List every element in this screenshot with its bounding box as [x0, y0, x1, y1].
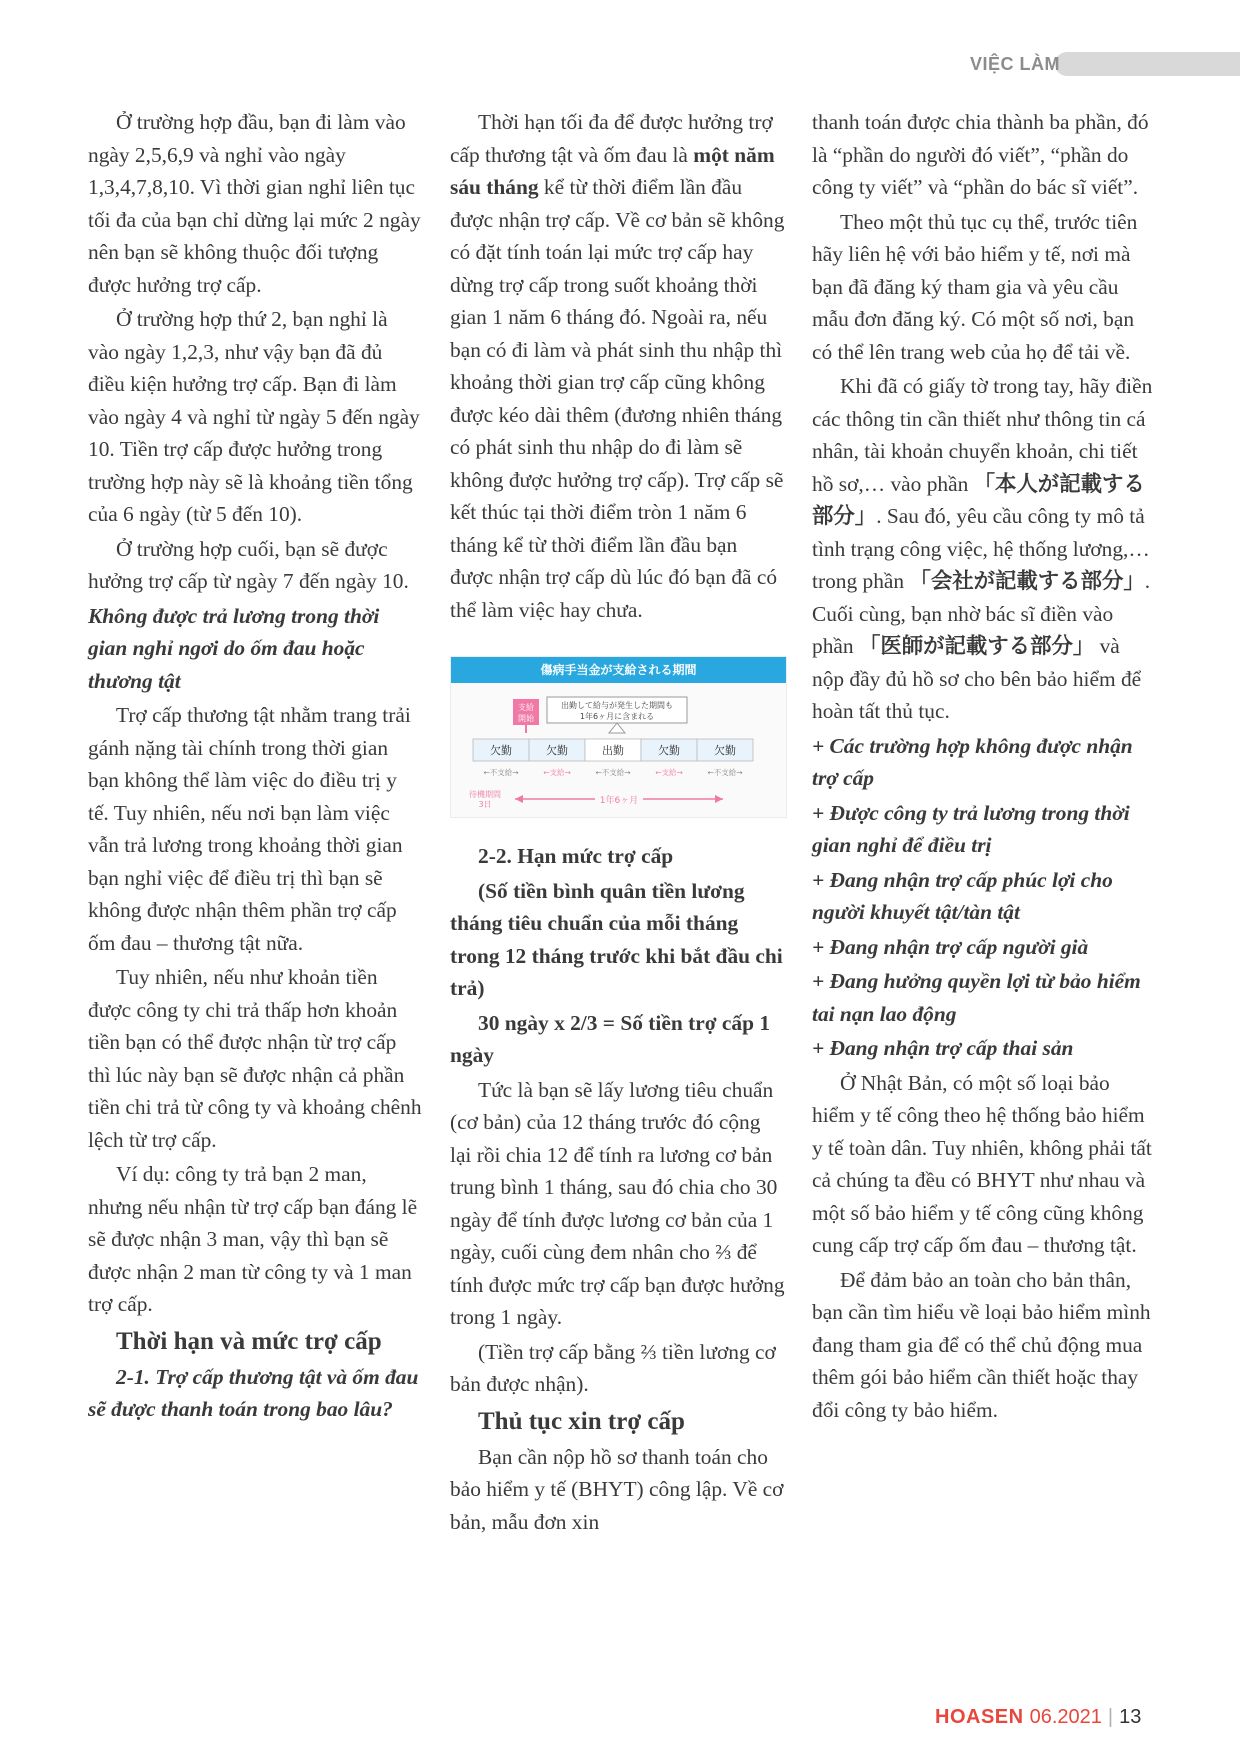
start-badge-label: 支給 — [518, 703, 534, 712]
payment-status: ←不支給→ — [595, 768, 631, 777]
payment-status: ←不支給→ — [483, 768, 519, 777]
paragraph: Tức là bạn sẽ lấy lương tiêu chuẩn (cơ bản) của 12 tháng trước đó cộng lại rồi chia 12 để tính ra lương cơ bản trung bình 1 tháng, sau đó chia cho 30 ngày để tính được lương cơ bản của 1 ngày, cuối cùng đem nhân cho ⅔ để tính được mức trợ cấp bạn được hưởng trong 1 ngày. — [450, 1077, 785, 1329]
list-item: + Đang nhận trợ cấp thai sản — [812, 1036, 1074, 1060]
text: và nộp đầy đủ hồ sơ cho bên bảo hiểm để hoàn tất thủ tục. — [812, 634, 1142, 723]
list-item: + Được công ty trả lương trong thời gian nghỉ để điều trị — [812, 800, 1130, 857]
footer-separator: | — [1107, 1706, 1114, 1728]
paragraph: Ở trường hợp cuối, bạn sẽ được hưởng trợ cấp từ ngày 7 đến ngày 10. — [88, 536, 409, 593]
payment-status: ←不支給→ — [707, 768, 743, 777]
paragraph: Ở trường hợp thứ 2, bạn nghỉ là vào ngày 1,2,3, như vậy bạn đã đủ điều kiện hưởng trợ cấp. Bạn đi làm vào ngày 4 và nghỉ từ ngày 5 đến ngày 10. Tiền trợ cấp được hưởng trong trường hợp này sẽ là khoảng tiền tổng của 6 ngày (từ 5 đến 10). — [88, 307, 420, 526]
period-label: 1年6ヶ月 — [599, 796, 639, 806]
paragraph — [812, 370, 1157, 728]
list-item: + Đang hưởng quyền lợi từ bảo hiểm tai nạn lao động — [812, 969, 1141, 1026]
day-cell-label: 出勤 — [602, 744, 624, 757]
list-item: + Đang nhận trợ cấp phúc lợi cho người khuyết tật/tàn tật — [812, 867, 1113, 924]
paragraph: Ở Nhật Bản, có một số loại bảo hiểm y tế công theo hệ thống bảo hiểm y tế toàn dân. Tuy nhiên, không phải tất cả chúng ta đều có BHYT như nhau và một số bảo hiểm y tế công cũng không cung cấp trợ cấp ốm đau – thương tật. — [812, 1070, 1152, 1257]
text: kể từ thời điểm lần đầu được nhận trợ cấp. Về cơ bản sẽ không có đặt tính toán lại mức trợ cấp hay dừng trợ cấp trong suốt khoảng thời gian 1 năm 6 tháng đó. Ngoài ra, nếu bạn có đi làm và phát sinh thu nhập thì khoảng thời gian trợ cấp cũng không được kéo dài thêm (đương nhiên tháng có phát sinh thu nhập do đi làm sẽ không được hưởng trợ cấp). Trợ cấp sẽ kết thúc tại thời điểm tròn 1 năm 6 tháng kể từ thời điểm lần đầu bạn được nhận trợ cấp dù lúc đó bạn đã có thể làm việc hay chưa. — [450, 175, 785, 622]
subheading: Không được trả lương trong thời gian nghỉ ngơi do ốm đau hoặc thương tật — [88, 603, 380, 693]
text: Khi đã có giấy tờ trong tay, hãy điền các thông tin cần thiết như thông tin cá nhân, tài khoản chuyển khoản, chi tiết hồ sơ,… vào phần — [812, 374, 1153, 496]
subheading: 2-1. Trợ cấp thương tật và ốm đau sẽ được thanh toán trong bao lâu? — [88, 1364, 419, 1421]
text: Thời hạn tối đa để được hưởng trợ cấp thương tật và ốm đau là — [450, 110, 773, 167]
day-cell-label: 欠勤 — [714, 744, 736, 757]
magazine-brand: HOASEN — [935, 1706, 1024, 1728]
period-arrow-left — [515, 795, 523, 803]
list-item: + Đang nhận trợ cấp người già — [812, 934, 1089, 959]
day-cells — [473, 739, 753, 777]
section-label: VIỆC LÀM — [969, 54, 1060, 74]
issue-date: 06.2021 — [1029, 1706, 1102, 1728]
paragraph: (Tiền trợ cấp bằng ⅔ tiền lương cơ bản được nhận). — [450, 1339, 776, 1396]
diagram-title: 傷病手当金が支給される期間 — [451, 657, 786, 683]
callout-text: 1年6ヶ月に含まれる — [579, 712, 655, 721]
text: . Sau đó, yêu cầu công ty mô tả tình trạng công việc, hệ thống lương,… trong phần — [812, 504, 1150, 593]
payment-status: ←支給→ — [655, 768, 683, 777]
paragraph: Để đảm bảo an toàn cho bản thân, bạn cần tìm hiểu về loại bảo hiểm mình đang tham gia để có thể chủ động mua thêm gói bảo hiểm cần thiết hoặc thay đổi công ty bảo hiểm. — [812, 1267, 1151, 1422]
day-cell-label: 欠勤 — [490, 744, 512, 757]
paragraph: Tuy nhiên, nếu như khoản tiền được công ty chi trả thấp hơn khoản tiền bạn có thể được nhận từ trợ cấp thì lúc này bạn sẽ được nhận cả phần tiền chi trả từ công ty và khoảng chênh lệch từ trợ cấp. — [88, 965, 422, 1152]
paragraph — [450, 106, 785, 626]
diagram-graphic — [451, 683, 786, 817]
start-badge-label: 開始 — [518, 714, 534, 723]
japanese-term: 「医師が記載する部分」 — [858, 634, 1095, 658]
formula: 30 ngày x 2/3 = Số tiền trợ cấp 1 ngày — [450, 1010, 771, 1067]
benefit-period-diagram — [450, 656, 787, 818]
paragraph: Trợ cấp thương tật nhằm trang trải gánh nặng tài chính trong thời gian bạn không thể làm việc do điều trị y tế. Tuy nhiên, nếu nơi bạn làm việc vẫn trả lương trong khoảng thời gian bạn nghỉ việc để điều trị thì bạn sẽ không được nhận thêm phần trợ cấp ốm đau – thương tật nữa. — [88, 703, 411, 955]
waiting-period-days: 3日 — [478, 800, 492, 809]
section-heading: Thời hạn và mức trợ cấp — [116, 1327, 382, 1355]
paragraph: thanh toán được chia thành ba phần, đó là “phần do người đó viết”, “phần do công ty viết” và “phần do bác sĩ viết”. — [812, 110, 1149, 199]
payment-status: ←支給→ — [543, 768, 571, 777]
text: . Cuối cùng, bạn nhờ bác sĩ điền vào phần — [812, 569, 1151, 658]
paragraph: Ví dụ: công ty trả bạn 2 man, nhưng nếu nhận từ trợ cấp bạn đáng lẽ sẽ được nhận 3 man, vậy thì bạn sẽ được nhận 2 man từ công ty và 1 man trợ cấp. — [88, 1162, 418, 1316]
column-2 — [450, 106, 785, 1540]
japanese-term: 「本人が記載する部分」 — [812, 471, 1145, 528]
japanese-term: 「会社が記載する部分」 — [909, 569, 1145, 593]
page-footer — [935, 1702, 1141, 1732]
column-3 — [812, 106, 1157, 1428]
list-item: + Các trường hợp không được nhận trợ cấp — [812, 733, 1133, 790]
paragraph: Theo một thủ tục cụ thể, trước tiên hãy liên hệ với bảo hiểm y tế, nơi mà bạn đã đăng ký tham gia và yêu cầu mẫu đơn đăng ký. Có một số nơi, bạn có thể lên trang web của họ để tải về. — [812, 209, 1138, 364]
period-arrow-right — [715, 795, 723, 803]
paragraph: Ở trường hợp đầu, bạn đi làm vào ngày 2,5,6,9 và nghỉ vào ngày 1,3,4,7,8,10. Vì thời gian nghỉ liên tục tối đa của bạn chỉ dừng lại mức 2 ngày nên bạn sẽ không thuộc đối tượng được hưởng trợ cấp. — [88, 110, 421, 297]
header-tab — [1055, 52, 1240, 76]
section-heading-detail: (Số tiền bình quân tiền lương tháng tiêu chuẩn của mỗi tháng trong 12 tháng trước khi bắt đầu chi trả) — [450, 878, 783, 1000]
section-heading: Thủ tục xin trợ cấp — [478, 1407, 685, 1435]
day-cell-label: 欠勤 — [546, 744, 568, 757]
paragraph: Bạn cần nộp hồ sơ thanh toán cho bảo hiểm y tế (BHYT) công lập. Về cơ bản, mẫu đơn xin — [450, 1444, 784, 1534]
day-cell-label: 欠勤 — [658, 744, 680, 757]
page-number: 13 — [1119, 1706, 1142, 1728]
section-heading: 2-2. Hạn mức trợ cấp — [478, 844, 674, 868]
column-1 — [88, 106, 423, 1428]
callout-text: 出勤して給与が発生した期間も — [561, 701, 673, 710]
callout-pointer — [609, 723, 625, 733]
emphasis: một năm sáu tháng — [450, 142, 775, 199]
waiting-period-label: 待機期間 — [469, 790, 501, 799]
